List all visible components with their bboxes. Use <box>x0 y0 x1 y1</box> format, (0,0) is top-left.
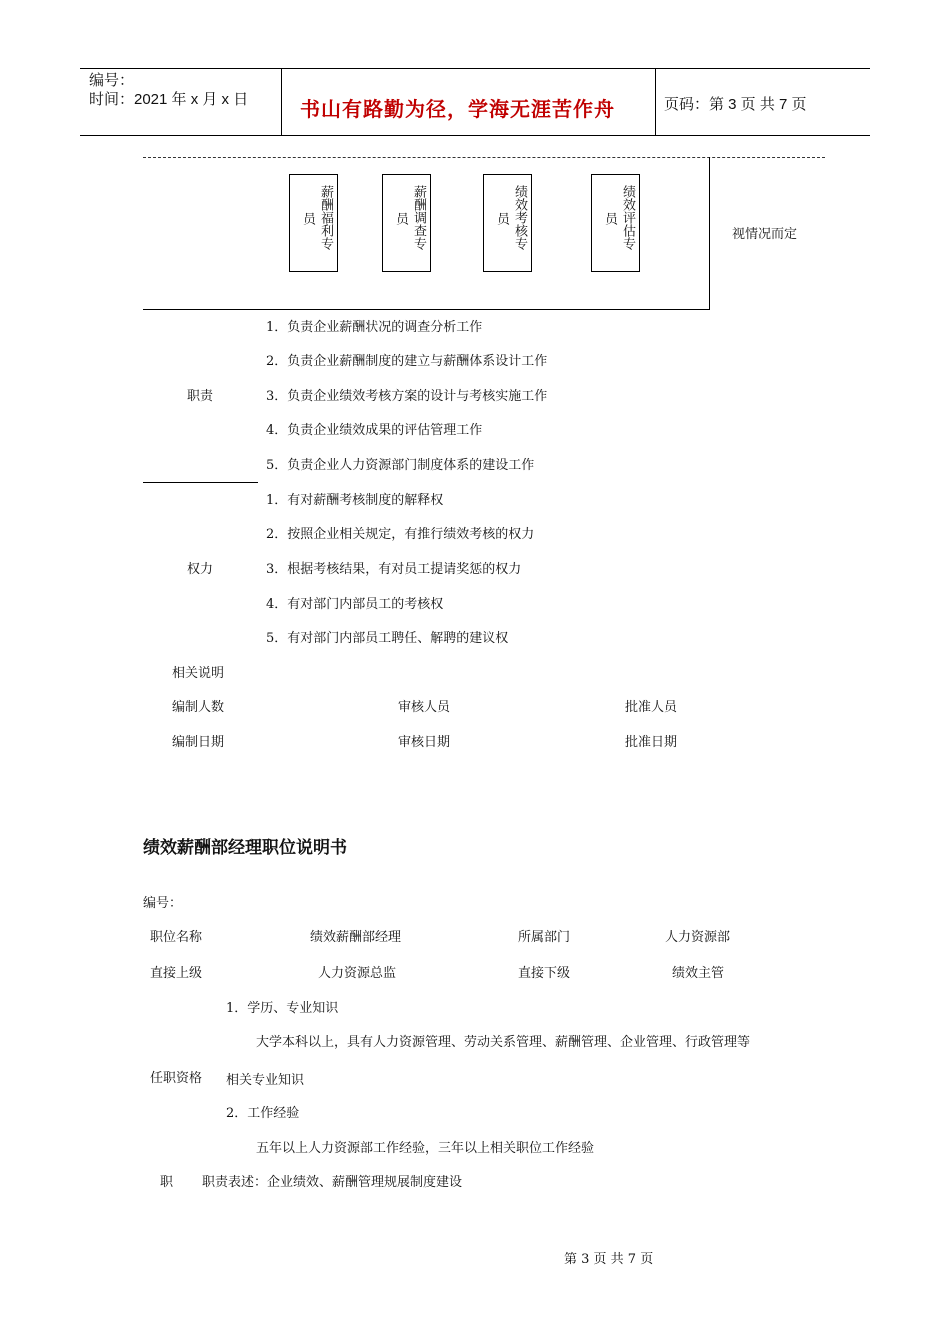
power-item: 4．有对部门内部员工的考核权 <box>266 597 444 612</box>
org-box-compensation-benefits <box>289 174 338 272</box>
org-chart-right-border <box>709 157 710 310</box>
org-box-performance-assessment <box>483 174 532 272</box>
doc-number-label: 编号： <box>89 72 135 89</box>
org-box-text: 员 <box>393 212 408 225</box>
related-note-label: 相关说明 <box>172 666 225 681</box>
org-box-text: 绩效考核专 <box>512 185 527 250</box>
signoff-cell: 编制日期 <box>172 735 225 750</box>
duty-description: 职责表述：企业绩效、薪酬管理规展制度建设 <box>202 1175 463 1190</box>
info-value: 人力资源总监 <box>318 966 397 981</box>
org-box-text: 员 <box>602 212 617 225</box>
qualification-text: 五年以上人力资源部工作经验，三年以上相关职位工作经验 <box>256 1141 595 1156</box>
signoff-cell: 审核日期 <box>398 735 451 750</box>
powers-label: 权力 <box>187 562 214 577</box>
info-value: 绩效薪酬部经理 <box>310 930 402 945</box>
duties-label: 职责 <box>187 389 214 404</box>
duty-item: 4．负责企业绩效成果的评估管理工作 <box>266 423 483 438</box>
org-box-text: 薪酬福利专 <box>318 185 333 250</box>
power-item: 1．有对薪酬考核制度的解释权 <box>266 493 444 508</box>
page-footer: 第 3 页 共 7 页 <box>564 1252 654 1267</box>
info-key: 职位名称 <box>150 930 203 945</box>
org-box-text: 员 <box>494 212 509 225</box>
org-box-compensation-survey <box>382 174 431 272</box>
org-chart-bottom-border <box>143 309 710 310</box>
qualification-text: 大学本科以上，具有人力资源管理、劳动关系管理、薪酬管理、企业管理、行政管理等 <box>256 1035 751 1050</box>
qualification-heading: 2．工作经验 <box>226 1106 300 1121</box>
org-box-text: 绩效评估专 <box>620 185 635 250</box>
duty-item: 5．负责企业人力资源部门制度体系的建设工作 <box>266 458 535 473</box>
power-item: 5．有对部门内部员工聘任、解聘的建议权 <box>266 631 509 646</box>
info-key: 直接下级 <box>518 966 571 981</box>
qualification-heading: 1．学历、专业知识 <box>226 1001 339 1016</box>
section-divider <box>143 482 258 483</box>
header-page-info: 页码：第 3 页 共 7 页 <box>664 96 807 113</box>
power-item: 3．根据考核结果，有对员工提请奖惩的权力 <box>266 562 522 577</box>
duty-item: 2．负责企业薪酬制度的建立与薪酬体系设计工作 <box>266 354 548 369</box>
dashed-separator <box>143 157 825 158</box>
org-box-text: 薪酬调查专 <box>411 185 426 250</box>
org-box-text: 员 <box>300 212 315 225</box>
duty-item: 1．负责企业薪酬状况的调查分析工作 <box>266 320 483 335</box>
org-side-note: 视情况而定 <box>732 227 798 242</box>
org-box-performance-evaluation <box>591 174 640 272</box>
qualification-label: 任职资格 <box>150 1071 203 1086</box>
header-divider-right <box>655 68 656 136</box>
duty-item: 3．负责企业绩效考核方案的设计与考核实施工作 <box>266 389 548 404</box>
header-top-border <box>80 68 870 69</box>
info-value: 绩效主管 <box>672 966 725 981</box>
signoff-cell: 编制人数 <box>172 700 225 715</box>
info-value: 人力资源部 <box>665 930 731 945</box>
doc-time-label: 时间：2021 年 x 月 x 日 <box>89 91 249 108</box>
section-title: 绩效薪酬部经理职位说明书 <box>143 838 347 857</box>
header-bottom-border <box>80 135 870 136</box>
signoff-cell: 批准日期 <box>625 735 678 750</box>
header-motto: 书山有路勤为径，学海无涯苦作舟 <box>300 99 615 121</box>
qualification-text: 相关专业知识 <box>226 1073 305 1088</box>
section-number-label: 编号： <box>143 896 183 911</box>
signoff-cell: 审核人员 <box>398 700 451 715</box>
signoff-cell: 批准人员 <box>625 700 678 715</box>
info-key: 所属部门 <box>518 930 571 945</box>
header-divider-left <box>281 68 282 136</box>
info-key: 直接上级 <box>150 966 203 981</box>
duty-label: 职 <box>160 1175 174 1190</box>
power-item: 2．按照企业相关规定，有推行绩效考核的权力 <box>266 527 535 542</box>
